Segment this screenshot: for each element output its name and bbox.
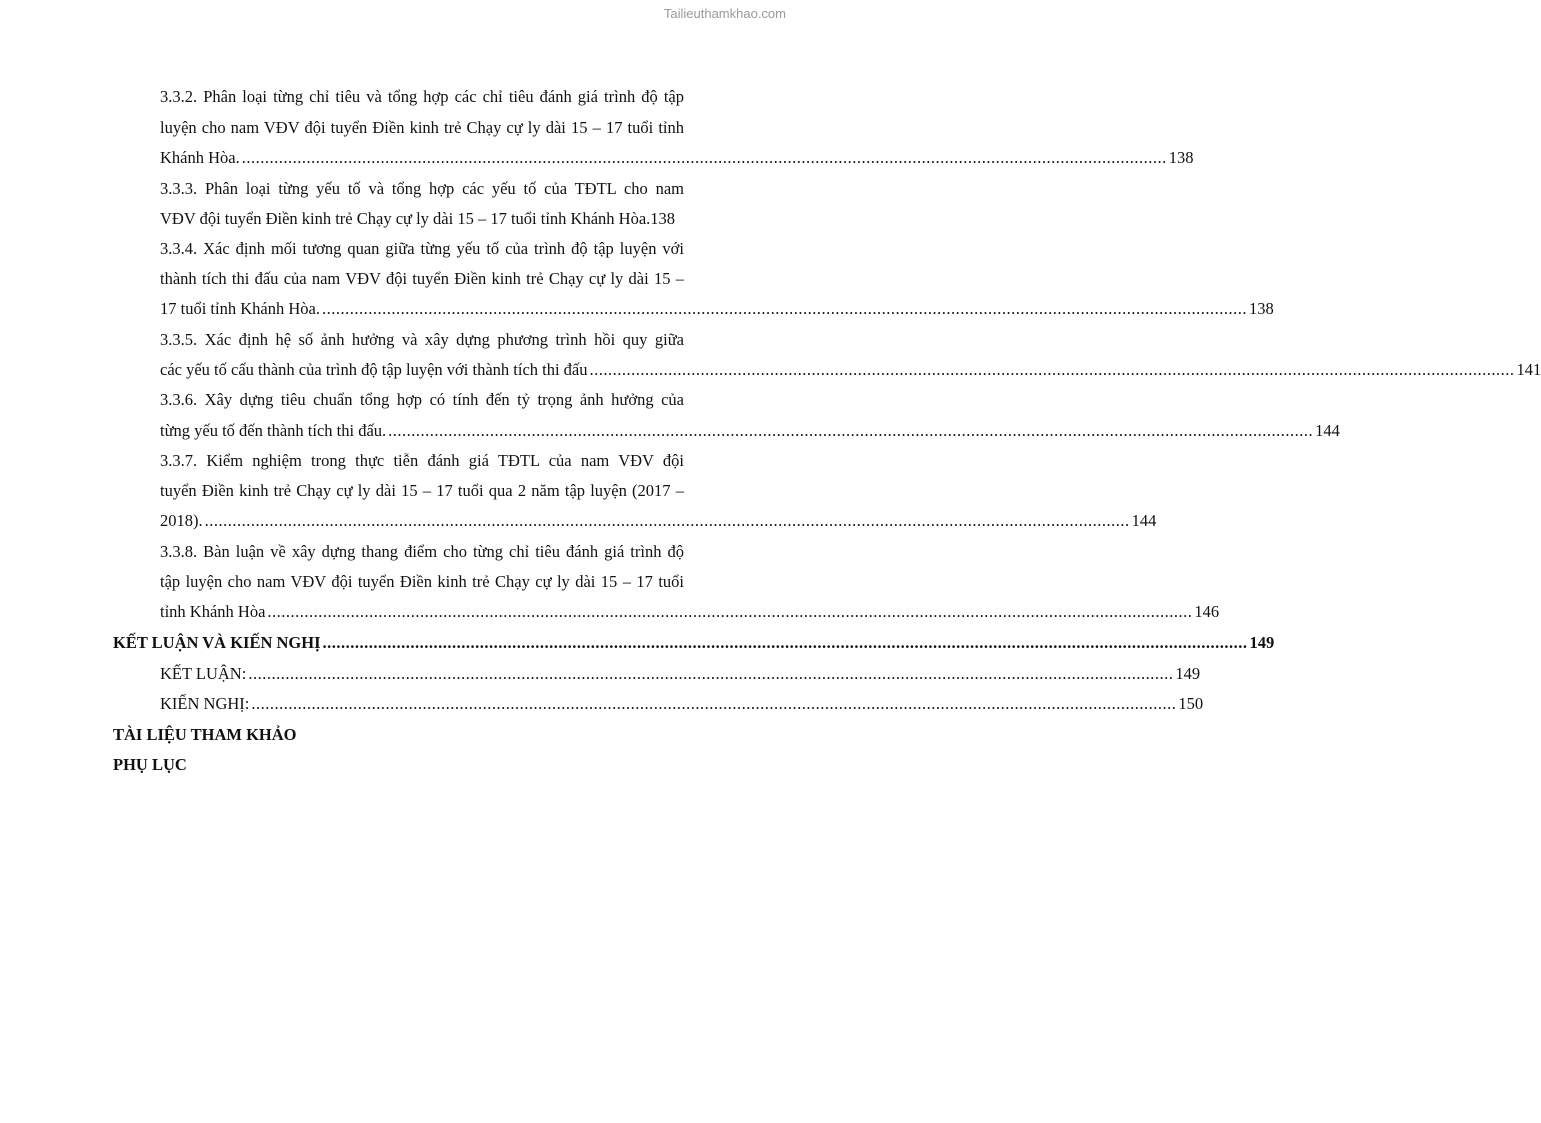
toc-338-line2: tập luyện cho nam VĐV đội tuyển Điền kinh trẻ Chạy cự ly dài 15 – 17 tuổi xyxy=(160,572,684,591)
toc-335-line1: 3.3.5. Xác định hệ số ảnh hưởng và xây dựng phương trình hồi quy giữa xyxy=(160,330,684,349)
toc-336-line2[interactable] xyxy=(160,416,1340,446)
page-number: 144 xyxy=(1131,511,1157,530)
toc-entry-label: tỉnh Khánh Hòa xyxy=(160,602,266,621)
toc-337-line2: tuyển Điền kinh trẻ Chạy cự ly dài 15 – 17 tuổi qua 2 năm tập luyện (2017 – xyxy=(160,481,684,500)
dot-leader: ........................................................................................................................................................................................................ xyxy=(251,694,1177,713)
page-number: 144 xyxy=(1315,421,1340,440)
toc-332-line1: 3.3.2. Phân loại từng chỉ tiêu và tổng hợp các chỉ tiêu đánh giá trình độ tập xyxy=(160,87,684,106)
page-number: 141 xyxy=(1516,360,1541,379)
toc-entry-label: từng yếu tố đến thành tích thi đấu. xyxy=(160,421,387,440)
page-number: 146 xyxy=(1194,602,1220,621)
watermark: Tailieuthamkhao.com xyxy=(663,6,786,21)
dot-leader: ........................................................................................................................................................................................................ xyxy=(267,602,1193,621)
toc-333-line2[interactable] xyxy=(160,204,684,234)
dot-leader: ........................................................................................................................................................................................................ xyxy=(248,664,1174,683)
toc-entry-label: KẾT LUẬN VÀ KIẾN NGHỊ xyxy=(113,633,321,652)
toc-334-line1: 3.3.4. Xác định mối tương quan giữa từng yếu tố của trình độ tập luyện với xyxy=(160,239,684,258)
toc-ketluan-kiennghi[interactable] xyxy=(113,628,1275,658)
dot-leader: ........................................................................................................................................................................................................ xyxy=(204,511,1130,530)
toc-335-line2[interactable] xyxy=(160,355,1541,385)
toc-332-line2: luyện cho nam VĐV đội tuyển Điền kinh trẻ Chạy cự ly dài 15 – 17 tuổi tỉnh xyxy=(160,118,684,137)
dot-leader: ........................................................................................................................................................................................................ xyxy=(241,148,1167,167)
page-number: 138 xyxy=(650,209,676,228)
page-number: 149 xyxy=(1249,633,1275,652)
toc-333-line1: 3.3.3. Phân loại từng yếu tố và tổng hợp các yếu tố của TĐTL cho nam xyxy=(160,179,684,198)
page-number: 150 xyxy=(1178,694,1204,713)
toc-entry-label: Khánh Hòa. xyxy=(160,148,240,167)
toc-entry-label: KẾT LUẬN: xyxy=(160,664,247,683)
toc-entry-label: các yếu tố cấu thành của trình độ tập luyện với thành tích thi đấu xyxy=(160,360,588,379)
toc-ketluan[interactable] xyxy=(160,659,1201,689)
toc-phuluc[interactable]: PHỤ LỤC xyxy=(113,755,187,774)
toc-334-line3[interactable] xyxy=(160,294,1274,324)
toc-337-line1: 3.3.7. Kiểm nghiệm trong thực tiễn đánh giá TĐTL của nam VĐV đội xyxy=(160,451,684,470)
toc-kiennghi[interactable] xyxy=(160,689,1204,719)
page-number: 138 xyxy=(1168,148,1194,167)
toc-334-line2: thành tích thi đấu của nam VĐV đội tuyển Điền kinh trẻ Chạy cự ly dài 15 – xyxy=(160,269,684,288)
toc-entry-label: 2018). xyxy=(160,511,203,530)
toc-338-line3[interactable] xyxy=(160,597,1220,627)
toc-332-line3[interactable] xyxy=(160,143,1194,173)
dot-leader: ........................................................................................................................................................................................................ xyxy=(589,360,1515,379)
dot-leader: ........................................................................................................................................................................................................ xyxy=(321,299,1247,318)
dot-leader: ........................................................................................................................................................................................................ xyxy=(322,633,1248,652)
toc-entry-label: 17 tuổi tỉnh Khánh Hòa. xyxy=(160,299,320,318)
dot-leader: ........................................................................................................................................................................................................ xyxy=(388,421,1314,440)
page-number: 138 xyxy=(1248,299,1274,318)
toc-337-line3[interactable] xyxy=(160,506,1157,536)
page-number: 149 xyxy=(1175,664,1201,683)
toc-338-line1: 3.3.8. Bàn luận về xây dựng thang điểm cho từng chỉ tiêu đánh giá trình độ xyxy=(160,542,684,561)
toc-entry-label: VĐV đội tuyển Điền kinh trẻ Chạy cự ly dài 15 – 17 tuổi tỉnh Khánh Hòa. xyxy=(160,209,651,228)
toc-336-line1: 3.3.6. Xây dựng tiêu chuẩn tổng hợp có tính đến tỷ trọng ảnh hưởng của xyxy=(160,390,684,409)
toc-entry-label: KIẾN NGHỊ: xyxy=(160,694,250,713)
toc-tailieu-thamkhao[interactable]: TÀI LIỆU THAM KHẢO xyxy=(113,725,297,744)
